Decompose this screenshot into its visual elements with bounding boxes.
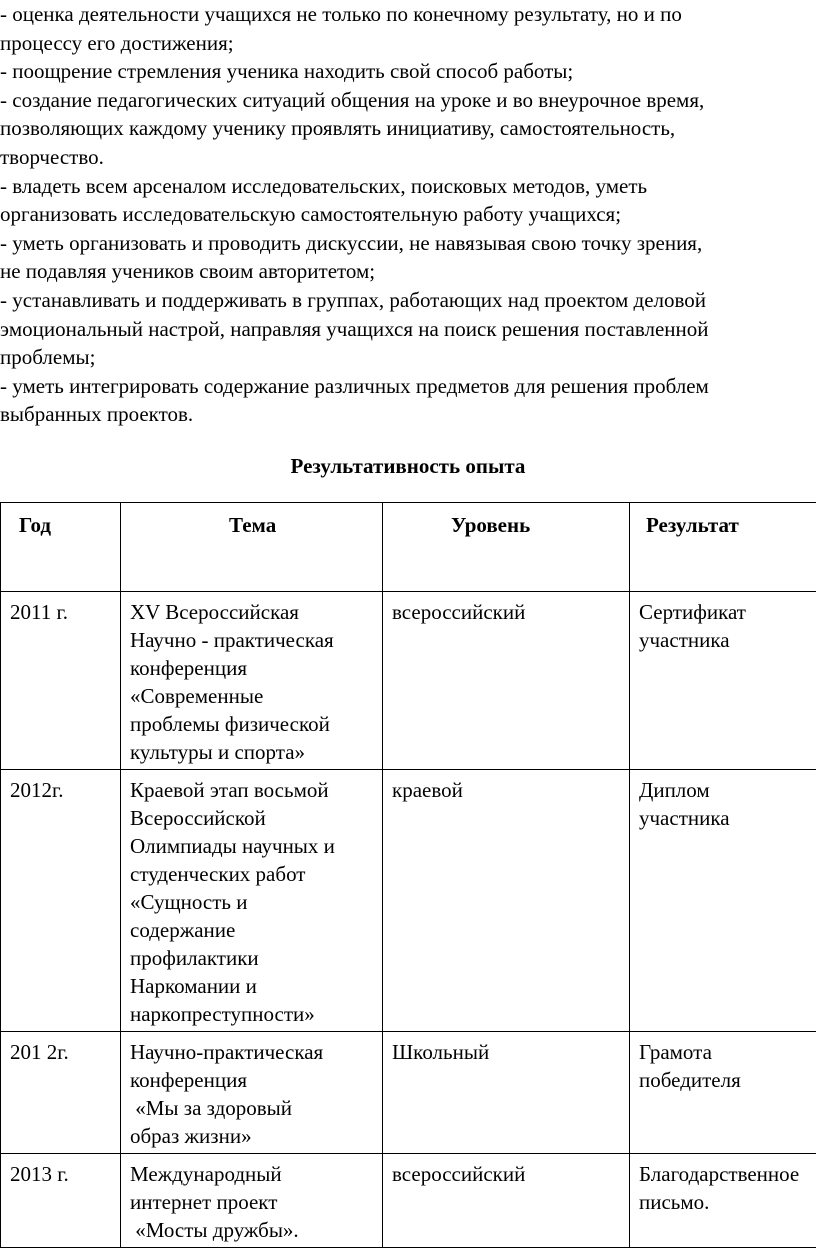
cell-line: наркопреступности» xyxy=(130,1000,372,1028)
cell-line: содержание xyxy=(130,916,372,944)
header-year: Год xyxy=(1,503,121,592)
cell-line: Всероссийской xyxy=(130,804,372,832)
cell-line: победителя xyxy=(639,1066,816,1094)
text-line: - уметь интегрировать содержание различных предметов для решения проблем xyxy=(0,372,816,401)
cell-line: Наркомании и xyxy=(130,972,372,1000)
cell-line: профилактики xyxy=(130,944,372,972)
cell-line: Благодарственное xyxy=(639,1160,816,1188)
text-line: - устанавливать и поддерживать в группах, работающих над проектом деловой xyxy=(0,286,816,315)
text-line: эмоциональный настрой, направляя учащихся на поиск решения поставленной xyxy=(0,315,816,344)
text-line: - поощрение стремления ученика находить свой способ работы; xyxy=(0,57,816,86)
cell-topic xyxy=(121,1154,383,1248)
cell-line: Научно-практическая xyxy=(130,1038,372,1066)
text-line: позволяющих каждому ученику проявлять инициативу, самостоятельность, xyxy=(0,114,816,143)
text-line: творчество. xyxy=(0,143,816,172)
cell-line: письмо. xyxy=(639,1188,816,1216)
cell-line: Грамота xyxy=(639,1038,816,1066)
cell-result xyxy=(630,592,816,770)
cell-topic xyxy=(121,1032,383,1154)
results-table xyxy=(0,502,816,1248)
cell-line: конференция xyxy=(130,654,372,682)
cell-line: «Сущность и xyxy=(130,888,372,916)
cell-year: 2011 г. xyxy=(1,592,121,770)
cell-topic xyxy=(121,592,383,770)
cell-line: интернет проект xyxy=(130,1188,372,1216)
cell-result xyxy=(630,1154,816,1248)
cell-line: Диплом xyxy=(639,776,816,804)
cell-result xyxy=(630,1032,816,1154)
header-topic: Тема xyxy=(121,503,383,592)
cell-level: Школьный xyxy=(383,1032,630,1154)
table-row xyxy=(1,1154,816,1248)
cell-level: всероссийский xyxy=(383,592,630,770)
cell-line: Научно - практическая xyxy=(130,626,372,654)
text-line: проблемы; xyxy=(0,343,816,372)
section-title: Результативность опыта xyxy=(0,452,816,480)
cell-line: «Современные xyxy=(130,682,372,710)
text-line: процессу его достижения; xyxy=(0,29,816,58)
cell-line: студенческих работ xyxy=(130,860,372,888)
header-level: Уровень xyxy=(383,503,630,592)
text-line: - уметь организовать и проводить дискуссии, не навязывая свою точку зрения, xyxy=(0,229,816,258)
cell-year: 2013 г. xyxy=(1,1154,121,1248)
cell-line: Олимпиады научных и xyxy=(130,832,372,860)
table-row xyxy=(1,592,816,770)
table-header-row xyxy=(1,503,816,592)
cell-line: участника xyxy=(639,804,816,832)
cell-level: краевой xyxy=(383,770,630,1032)
text-line: выбранных проектов. xyxy=(0,400,816,429)
table-row xyxy=(1,1032,816,1154)
table-row xyxy=(1,770,816,1032)
cell-year: 2012г. xyxy=(1,770,121,1032)
header-result: Результат xyxy=(630,503,816,592)
cell-line: культуры и спорта» xyxy=(130,738,372,766)
cell-line: «Мы за здоровый xyxy=(130,1094,372,1122)
cell-line: «Мосты дружбы». xyxy=(130,1216,372,1244)
cell-line: Сертификат xyxy=(639,598,816,626)
text-line: - владеть всем арсеналом исследовательских, поисковых методов, уметь xyxy=(0,172,816,201)
cell-line: проблемы физической xyxy=(130,710,372,738)
cell-line: XV Всероссийская xyxy=(130,598,372,626)
cell-line: Международный xyxy=(130,1160,372,1188)
text-line: не подавляя учеников своим авторитетом; xyxy=(0,257,816,286)
cell-line: образ жизни» xyxy=(130,1122,372,1150)
cell-line: конференция xyxy=(130,1066,372,1094)
cell-year: 201 2г. xyxy=(1,1032,121,1154)
cell-result xyxy=(630,770,816,1032)
text-line: - создание педагогических ситуаций общения на уроке и во внеурочное время, xyxy=(0,86,816,115)
cell-line: Краевой этап восьмой xyxy=(130,776,372,804)
text-line: - оценка деятельности учащихся не только по конечному результату, но и по xyxy=(0,0,816,29)
cell-topic xyxy=(121,770,383,1032)
body-paragraph xyxy=(0,0,816,429)
cell-level: всероссийский xyxy=(383,1154,630,1248)
text-line: организовать исследовательскую самостоятельную работу учащихся; xyxy=(0,200,816,229)
cell-line: участника xyxy=(639,626,816,654)
